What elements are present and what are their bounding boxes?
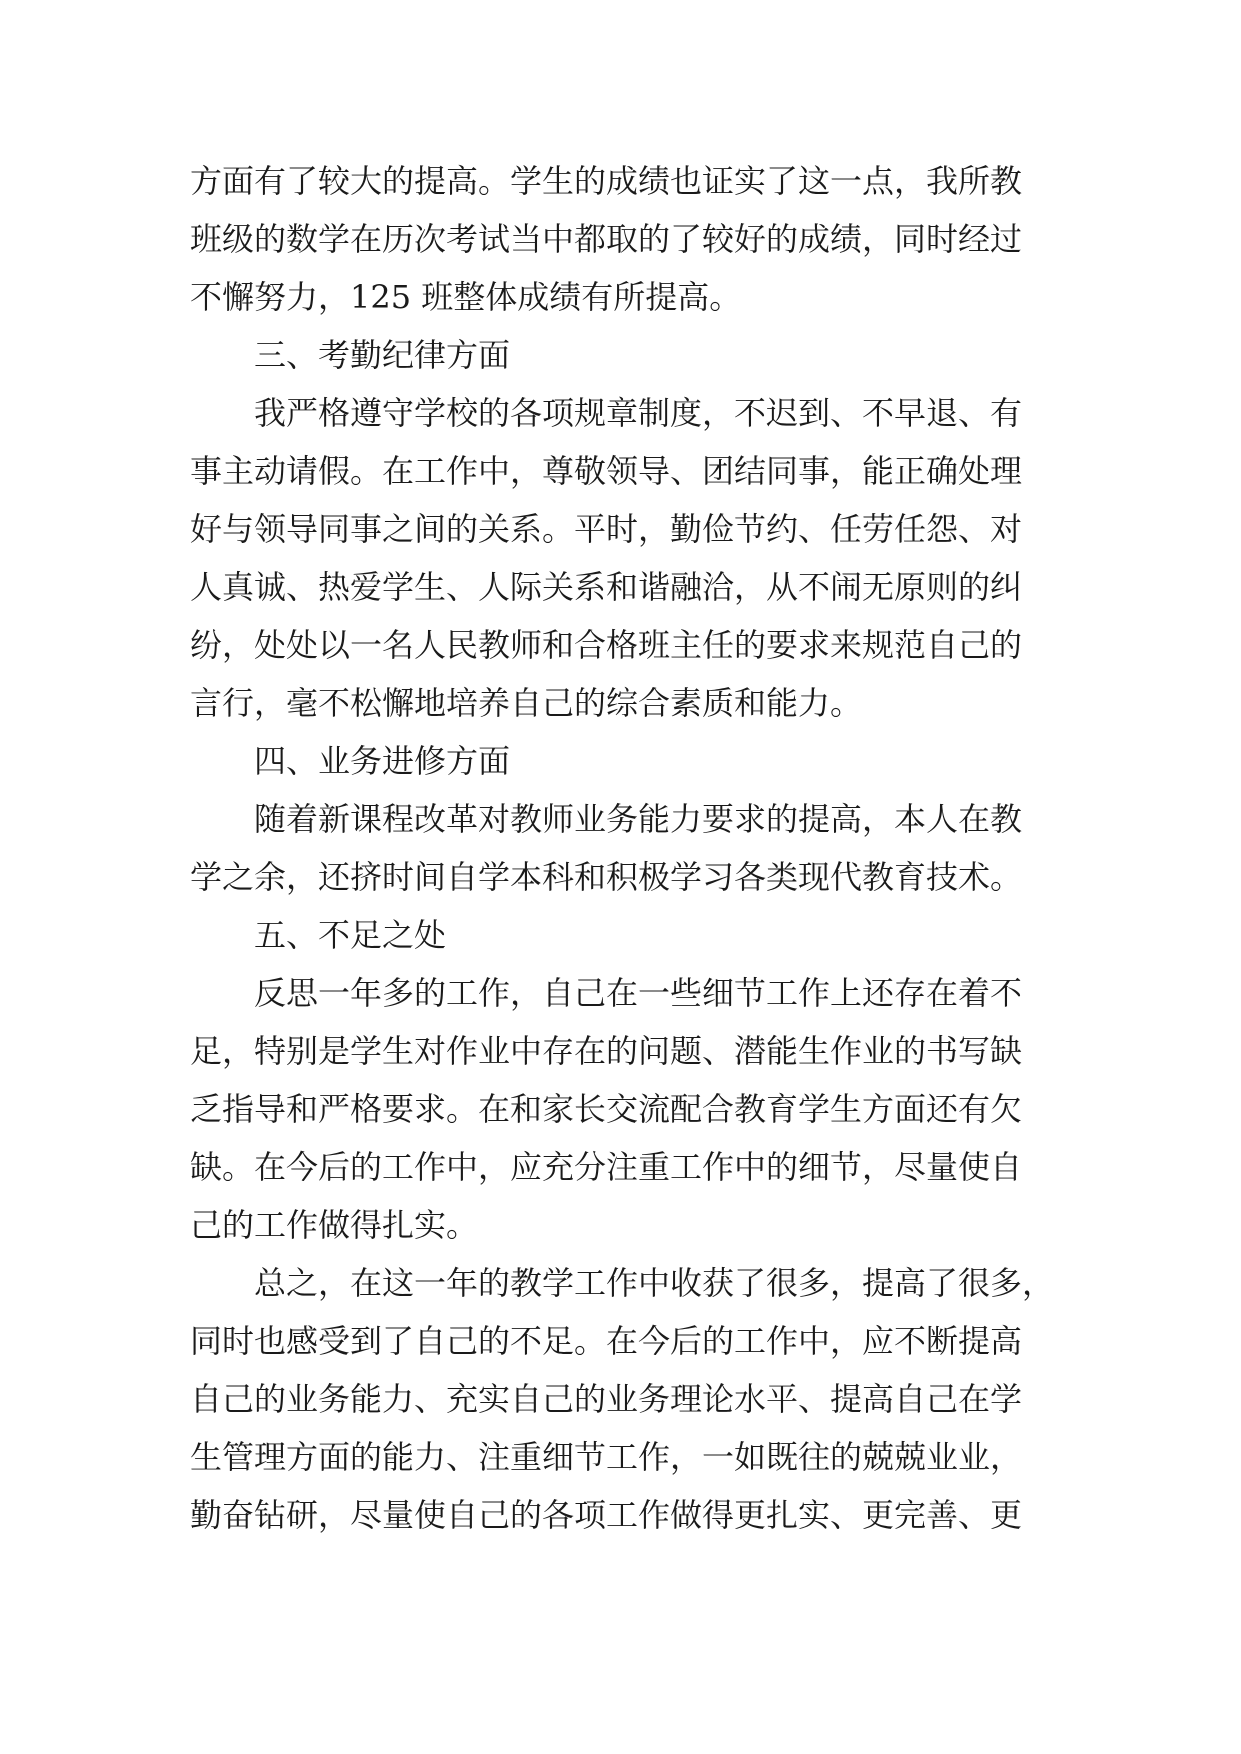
text-line: 随着新课程改革对教师业务能力要求的提高，本人在教: [254, 800, 1023, 838]
text-line: 言行，毫不松懈地培养自己的综合素质和能力。: [190, 684, 863, 722]
text-line: 纷，处处以一名人民教师和合格班主任的要求来规范自己的: [190, 626, 1023, 664]
text-line: 勤奋钻研，尽量使自己的各项工作做得更扎实、更完善、更: [190, 1496, 1023, 1534]
text-line: 总之，在这一年的教学工作中收获了很多，提高了很多，: [254, 1264, 1055, 1302]
text-line: 事主动请假。在工作中，尊敬领导、团结同事，能正确处理: [190, 452, 1023, 490]
text-line: 足，特别是学生对作业中存在的问题、潜能生作业的书写缺: [190, 1032, 1023, 1070]
section-heading: 三、考勤纪律方面: [254, 336, 511, 374]
text-line: 我严格遵守学校的各项规章制度，不迟到、不早退、有: [254, 394, 1023, 432]
text-line: 反思一年多的工作，自己在一些细节工作上还存在着不: [254, 974, 1023, 1012]
text-line: 己的工作做得扎实。: [190, 1206, 479, 1244]
text-line: 人真诚、热爱学生、人际关系和谐融洽，从不闹无原则的纠: [190, 568, 1023, 606]
section-heading: 四、业务进修方面: [254, 742, 511, 780]
text-line: 乏指导和严格要求。在和家长交流配合教育学生方面还有欠: [190, 1090, 1023, 1128]
text-line: 生管理方面的能力、注重细节工作，一如既往的兢兢业业，: [190, 1438, 1023, 1476]
text-line: 学之余，还挤时间自学本科和积极学习各类现代教育技术。: [190, 858, 1023, 896]
section-heading: 五、不足之处: [254, 916, 447, 954]
text-line: 不懈努力，125 班整体成绩有所提高。: [190, 278, 742, 316]
text-line: 方面有了较大的提高。学生的成绩也证实了这一点，我所教: [190, 162, 1023, 200]
text-line: 好与领导同事之间的关系。平时，勤俭节约、任劳任怨、对: [190, 510, 1023, 548]
text-line: 缺。在今后的工作中，应充分注重工作中的细节，尽量使自: [190, 1148, 1023, 1186]
text-line: 班级的数学在历次考试当中都取的了较好的成绩，同时经过: [190, 220, 1023, 258]
text-line: 自己的业务能力、充实自己的业务理论水平、提高自己在学: [190, 1380, 1023, 1418]
text-line: 同时也感受到了自己的不足。在今后的工作中，应不断提高: [190, 1322, 1023, 1360]
document-body: [190, 152, 1070, 1544]
